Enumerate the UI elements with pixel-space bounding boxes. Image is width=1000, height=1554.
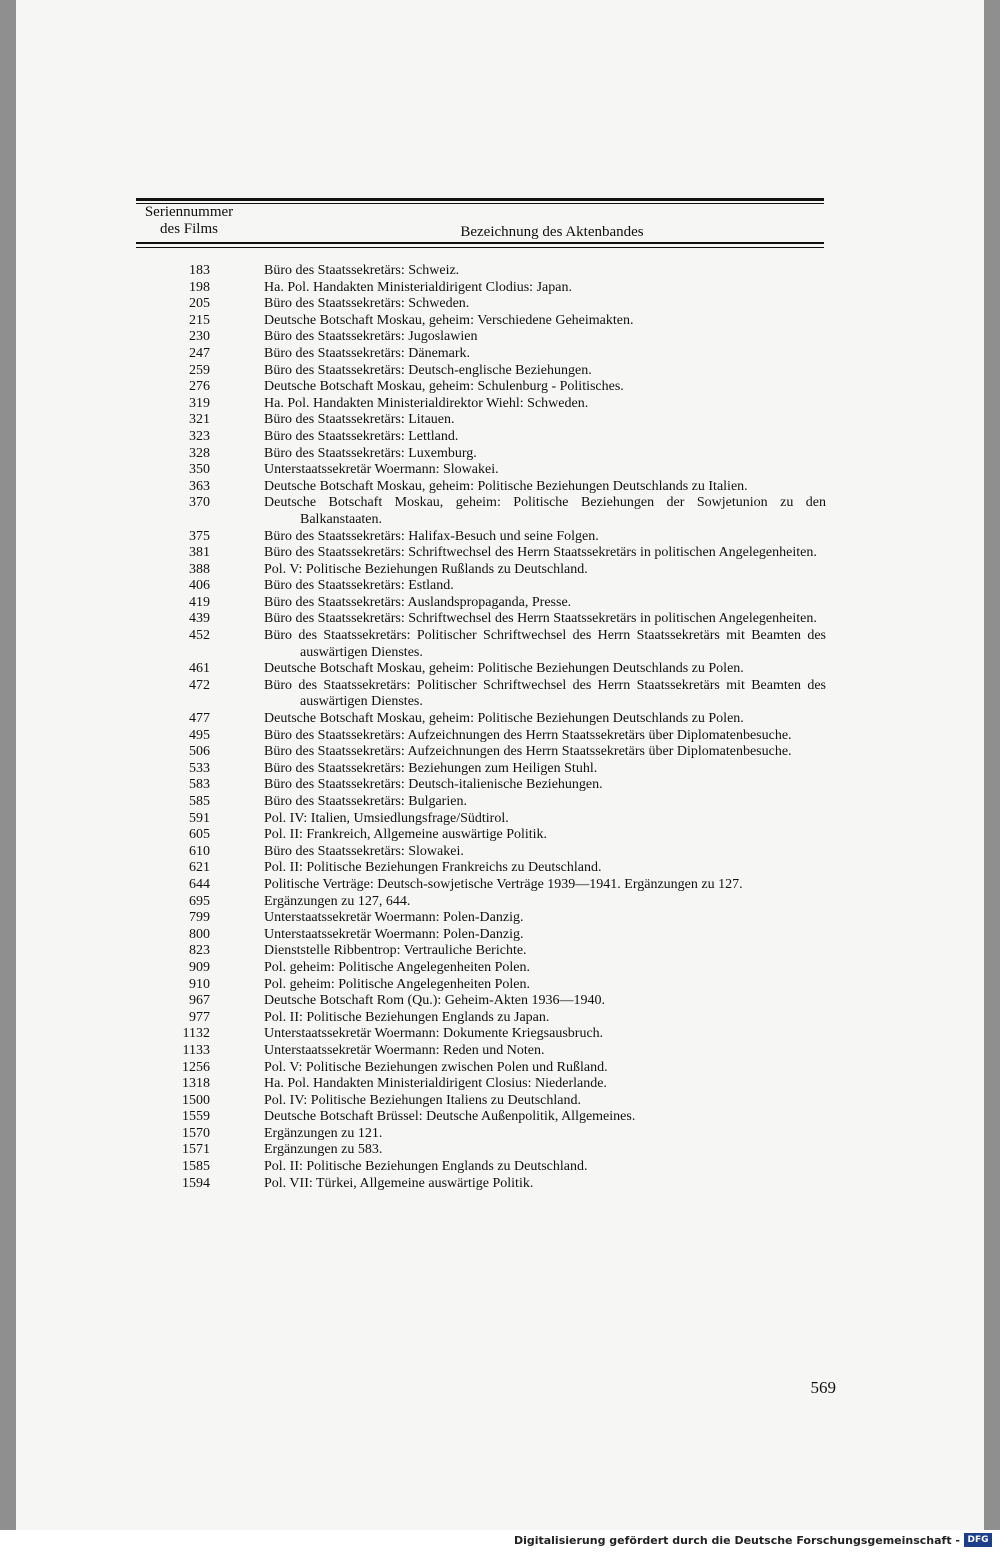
film-serial-number: 506	[189, 744, 210, 760]
film-serial-number: 323	[189, 428, 210, 444]
film-serial-number: 585	[189, 794, 210, 809]
file-volume-description: Büro des Staatssekretärs: Estland.	[264, 578, 454, 594]
file-volume-description: Büro des Staatssekretärs: Schweden.	[264, 296, 470, 312]
file-volume-description: Unterstaatssekretär Woermann: Polen-Danzig.	[264, 910, 524, 926]
file-volume-description: Dienststelle Ribbentrop: Vertrauliche Berichte.	[264, 943, 527, 959]
film-serial-number: 823	[189, 943, 210, 959]
film-serial-number: 363	[189, 478, 210, 494]
file-volume-description: Büro des Staatssekretärs: Slowakei.	[264, 843, 464, 859]
table-row	[136, 1093, 826, 1110]
file-volume-description: Ergänzungen zu 583.	[264, 1142, 383, 1158]
file-volume-description: Pol. V: Politische Beziehungen Rußlands zu Deutschland.	[264, 561, 588, 577]
table-row	[136, 313, 826, 330]
film-serial-number: 321	[189, 412, 210, 428]
film-serial-number: 610	[189, 843, 210, 859]
file-volume-description: Büro des Staatssekretärs: Luxemburg.	[264, 445, 477, 461]
table-row	[136, 894, 826, 911]
file-volume-description: Pol. geheim: Politische Angelegenheiten Polen.	[264, 976, 530, 992]
file-volume-description: Büro des Staatssekretärs: Schriftwechsel des Herrn Staatssekretärs in politischen Angelegenheiten.	[264, 611, 817, 627]
film-serial-number: 533	[189, 760, 210, 776]
table-row	[136, 628, 826, 661]
table-row	[136, 1026, 826, 1043]
dfg-logo: DFG	[964, 1533, 992, 1547]
file-volume-description: Pol. V: Politische Beziehungen zwischen Polen und Rußland.	[264, 1059, 608, 1075]
file-volume-description: Pol. II: Politische Beziehungen Englands zu Japan.	[264, 1009, 550, 1025]
document-page	[16, 0, 984, 1554]
table-row	[136, 728, 826, 745]
table-row	[136, 960, 826, 977]
file-volume-description: Deutsche Botschaft Brüssel: Deutsche Außenpolitik, Allgemeines.	[264, 1109, 636, 1125]
column-header-film-number-line2: des Films	[160, 221, 218, 237]
film-serial-number: 1318	[182, 1076, 210, 1092]
film-serial-number: 695	[189, 893, 210, 909]
film-serial-number: 205	[189, 296, 210, 312]
film-serial-number: 1570	[182, 1125, 210, 1141]
file-volume-description: Pol. geheim: Politische Angelegenheiten Polen.	[264, 959, 530, 975]
file-volume-description: Büro des Staatssekretärs: Deutsch-englische Beziehungen.	[264, 362, 592, 378]
film-serial-number: 215	[189, 312, 210, 328]
column-header-description: Bezeichnung des Aktenbandes	[460, 224, 644, 240]
table-row	[136, 479, 826, 496]
file-volume-description: Ergänzungen zu 127, 644.	[264, 893, 411, 909]
file-volume-description: Büro des Staatssekretärs: Deutsch-italienische Beziehungen.	[264, 777, 603, 793]
film-serial-number: 477	[189, 711, 210, 727]
table-row	[136, 1126, 826, 1143]
film-serial-number: 1133	[182, 1042, 210, 1058]
file-volume-description: Pol. IV: Politische Beziehungen Italiens zu Deutschland.	[264, 1092, 582, 1108]
file-volume-description: Deutsche Botschaft Moskau, geheim: Politische Beziehungen Deutschlands zu Polen.	[264, 661, 744, 677]
file-volume-description: Ha. Pol. Handakten Ministerialdirigent Clodius: Japan.	[264, 279, 572, 295]
table-header-rule	[136, 242, 824, 248]
film-serial-number: 1571	[182, 1142, 210, 1158]
table-row	[136, 1142, 826, 1159]
table-row	[136, 611, 826, 628]
film-serial-number: 198	[189, 279, 210, 295]
table-row	[136, 1010, 826, 1027]
film-serial-number: 406	[189, 578, 210, 594]
film-serial-number: 621	[189, 860, 210, 876]
table-row	[136, 711, 826, 728]
file-volume-description: Politische Verträge: Deutsch-sowjetische Verträge 1939—1941. Ergänzungen zu 127.	[264, 876, 743, 892]
table-row	[136, 827, 826, 844]
table-row	[136, 761, 826, 778]
file-volume-description: Deutsche Botschaft Moskau, geheim: Schulenburg - Politisches.	[264, 379, 624, 395]
table-row	[136, 329, 826, 346]
page-number: 569	[810, 1378, 836, 1397]
film-serial-number: 388	[189, 561, 210, 577]
table-row	[136, 429, 826, 446]
film-serial-number: 967	[189, 993, 210, 1009]
file-volume-description: Büro des Staatssekretärs: Aufzeichnungen des Herrn Staatssekretärs über Diplomatenbesuche.	[264, 744, 792, 760]
film-serial-number: 472	[189, 677, 210, 693]
film-serial-number: 461	[189, 661, 210, 677]
file-volume-description: Ha. Pol. Handakten Ministerialdirektor Wiehl: Schweden.	[264, 395, 589, 411]
table-row	[136, 1043, 826, 1060]
film-serial-number: 1132	[182, 1026, 210, 1042]
file-volume-description: Deutsche Botschaft Moskau, geheim: Politische Beziehungen Deutschlands zu Italien.	[264, 478, 748, 494]
file-volume-description: Büro des Staatssekretärs: Lettland.	[264, 428, 459, 444]
film-serial-number: 799	[189, 910, 210, 926]
table-row	[136, 860, 826, 877]
table-row	[136, 777, 826, 794]
file-volume-description: Pol. VII: Türkei, Allgemeine auswärtige Politik.	[264, 1175, 534, 1191]
table-row	[136, 529, 826, 546]
table-row	[136, 545, 826, 562]
file-volume-description: Büro des Staatssekretärs: Bulgarien.	[264, 794, 467, 809]
table-row	[136, 1060, 826, 1077]
film-serial-number: 1256	[182, 1059, 210, 1075]
film-serial-number: 319	[189, 395, 210, 411]
film-serial-number: 452	[189, 628, 210, 644]
table-row	[136, 595, 826, 612]
film-serial-number: 644	[189, 876, 210, 892]
table-row	[136, 977, 826, 994]
file-volume-description: Büro des Staatssekretärs: Politischer Schriftwechsel des Herrn Staatssekretärs mit Beamten des auswärtigen Dienstes.	[264, 677, 826, 710]
table-row	[136, 678, 826, 711]
film-serial-number: 1500	[182, 1092, 210, 1108]
file-volume-description: Deutsche Botschaft Moskau, geheim: Politische Beziehungen Deutschlands zu Polen.	[264, 711, 744, 727]
file-volume-description: Unterstaatssekretär Woermann: Polen-Danzig.	[264, 926, 524, 942]
table-row	[136, 844, 826, 861]
file-volume-description: Büro des Staatssekretärs: Aufzeichnungen des Herrn Staatssekretärs über Diplomatenbesuche.	[264, 727, 792, 743]
table-row	[136, 396, 826, 413]
film-serial-number: 259	[189, 362, 210, 378]
file-volume-description: Büro des Staatssekretärs: Auslandspropaganda, Presse.	[264, 594, 572, 610]
column-header-film-number	[120, 204, 258, 238]
film-serial-number: 1594	[182, 1175, 210, 1191]
film-serial-number: 276	[189, 379, 210, 395]
table-row	[136, 1109, 826, 1126]
file-volume-description: Unterstaatssekretär Woermann: Reden und Noten.	[264, 1042, 545, 1058]
table-row	[136, 744, 826, 761]
film-serial-number: 439	[189, 611, 210, 627]
file-volume-description: Pol. II: Frankreich, Allgemeine auswärtige Politik.	[264, 827, 548, 843]
file-volume-description: Ha. Pol. Handakten Ministerialdirigent Closius: Niederlande.	[264, 1076, 607, 1092]
file-volume-description: Deutsche Botschaft Rom (Qu.): Geheim-Akten 1936—1940.	[264, 993, 605, 1009]
film-serial-number: 800	[189, 926, 210, 942]
film-serial-number: 370	[189, 495, 210, 511]
file-volume-description: Büro des Staatssekretärs: Litauen.	[264, 412, 455, 428]
table-row	[136, 296, 826, 313]
table-row	[136, 661, 826, 678]
table-row	[136, 462, 826, 479]
film-serial-number: 1585	[182, 1159, 210, 1175]
file-volume-description: Unterstaatssekretär Woermann: Slowakei.	[264, 462, 499, 478]
entries-list	[136, 263, 826, 1192]
table-row	[136, 363, 826, 380]
film-serial-number: 350	[189, 462, 210, 478]
table-row	[136, 1076, 826, 1093]
file-volume-description: Büro des Staatssekretärs: Politischer Schriftwechsel des Herrn Staatssekretärs mit Beamten des auswärtigen Dienstes.	[264, 628, 826, 660]
file-volume-description: Unterstaatssekretär Woermann: Dokumente Kriegsausbruch.	[264, 1026, 604, 1042]
table-row	[136, 1176, 826, 1193]
table-row	[136, 927, 826, 944]
file-volume-description: Pol. II: Politische Beziehungen Frankreichs zu Deutschland.	[264, 860, 602, 876]
table-row	[136, 412, 826, 429]
table-row	[136, 263, 826, 280]
file-volume-description: Büro des Staatssekretärs: Schweiz.	[264, 263, 460, 278]
film-serial-number: 183	[189, 263, 210, 278]
file-volume-description: Deutsche Botschaft Moskau, geheim: Politische Beziehungen der Sowjetunion zu den Balkanstaaten.	[264, 495, 826, 527]
film-serial-number: 605	[189, 827, 210, 843]
file-volume-description: Büro des Staatssekretärs: Dänemark.	[264, 345, 471, 361]
table-row	[136, 910, 826, 927]
film-serial-number: 977	[189, 1009, 210, 1025]
film-serial-number: 247	[189, 345, 210, 361]
file-volume-description: Pol. II: Politische Beziehungen Englands zu Deutschland.	[264, 1159, 588, 1175]
file-volume-description: Ergänzungen zu 121.	[264, 1125, 383, 1141]
footer-bar	[0, 1530, 1000, 1554]
film-serial-number: 583	[189, 777, 210, 793]
film-serial-number: 230	[189, 329, 210, 345]
film-serial-number: 910	[189, 976, 210, 992]
film-serial-number: 1559	[182, 1109, 210, 1125]
footer-funding-text: Digitalisierung gefördert durch die Deutsche Forschungsgemeinschaft -	[513, 1534, 960, 1547]
file-volume-description: Pol. IV: Italien, Umsiedlungsfrage/Südtirol.	[264, 810, 509, 826]
table-row	[136, 495, 826, 528]
file-volume-description: Büro des Staatssekretärs: Beziehungen zum Heiligen Stuhl.	[264, 760, 598, 776]
film-serial-number: 419	[189, 594, 210, 610]
table-row	[136, 877, 826, 894]
film-serial-number: 495	[189, 727, 210, 743]
film-serial-number: 328	[189, 445, 210, 461]
file-volume-description: Büro des Staatssekretärs: Jugoslawien	[264, 329, 478, 345]
table-row	[136, 1159, 826, 1176]
table-row	[136, 446, 826, 463]
table-row	[136, 794, 826, 811]
file-volume-description: Deutsche Botschaft Moskau, geheim: Verschiedene Geheimakten.	[264, 312, 634, 328]
file-volume-description: Büro des Staatssekretärs: Schriftwechsel des Herrn Staatssekretärs in politischen Angelegenheiten.	[264, 545, 817, 561]
table-row	[136, 943, 826, 960]
table-row	[136, 578, 826, 595]
table-row	[136, 811, 826, 828]
table-row	[136, 562, 826, 579]
film-serial-number: 909	[189, 959, 210, 975]
table-row	[136, 346, 826, 363]
film-serial-number: 375	[189, 528, 210, 544]
film-serial-number: 381	[189, 545, 210, 561]
column-header-film-number-line1: Seriennummer	[144, 204, 234, 220]
file-volume-description: Büro des Staatssekretärs: Halifax-Besuch und seine Folgen.	[264, 528, 599, 544]
film-serial-number: 591	[189, 810, 210, 826]
table-row	[136, 993, 826, 1010]
table-row	[136, 280, 826, 297]
table-row	[136, 379, 826, 396]
